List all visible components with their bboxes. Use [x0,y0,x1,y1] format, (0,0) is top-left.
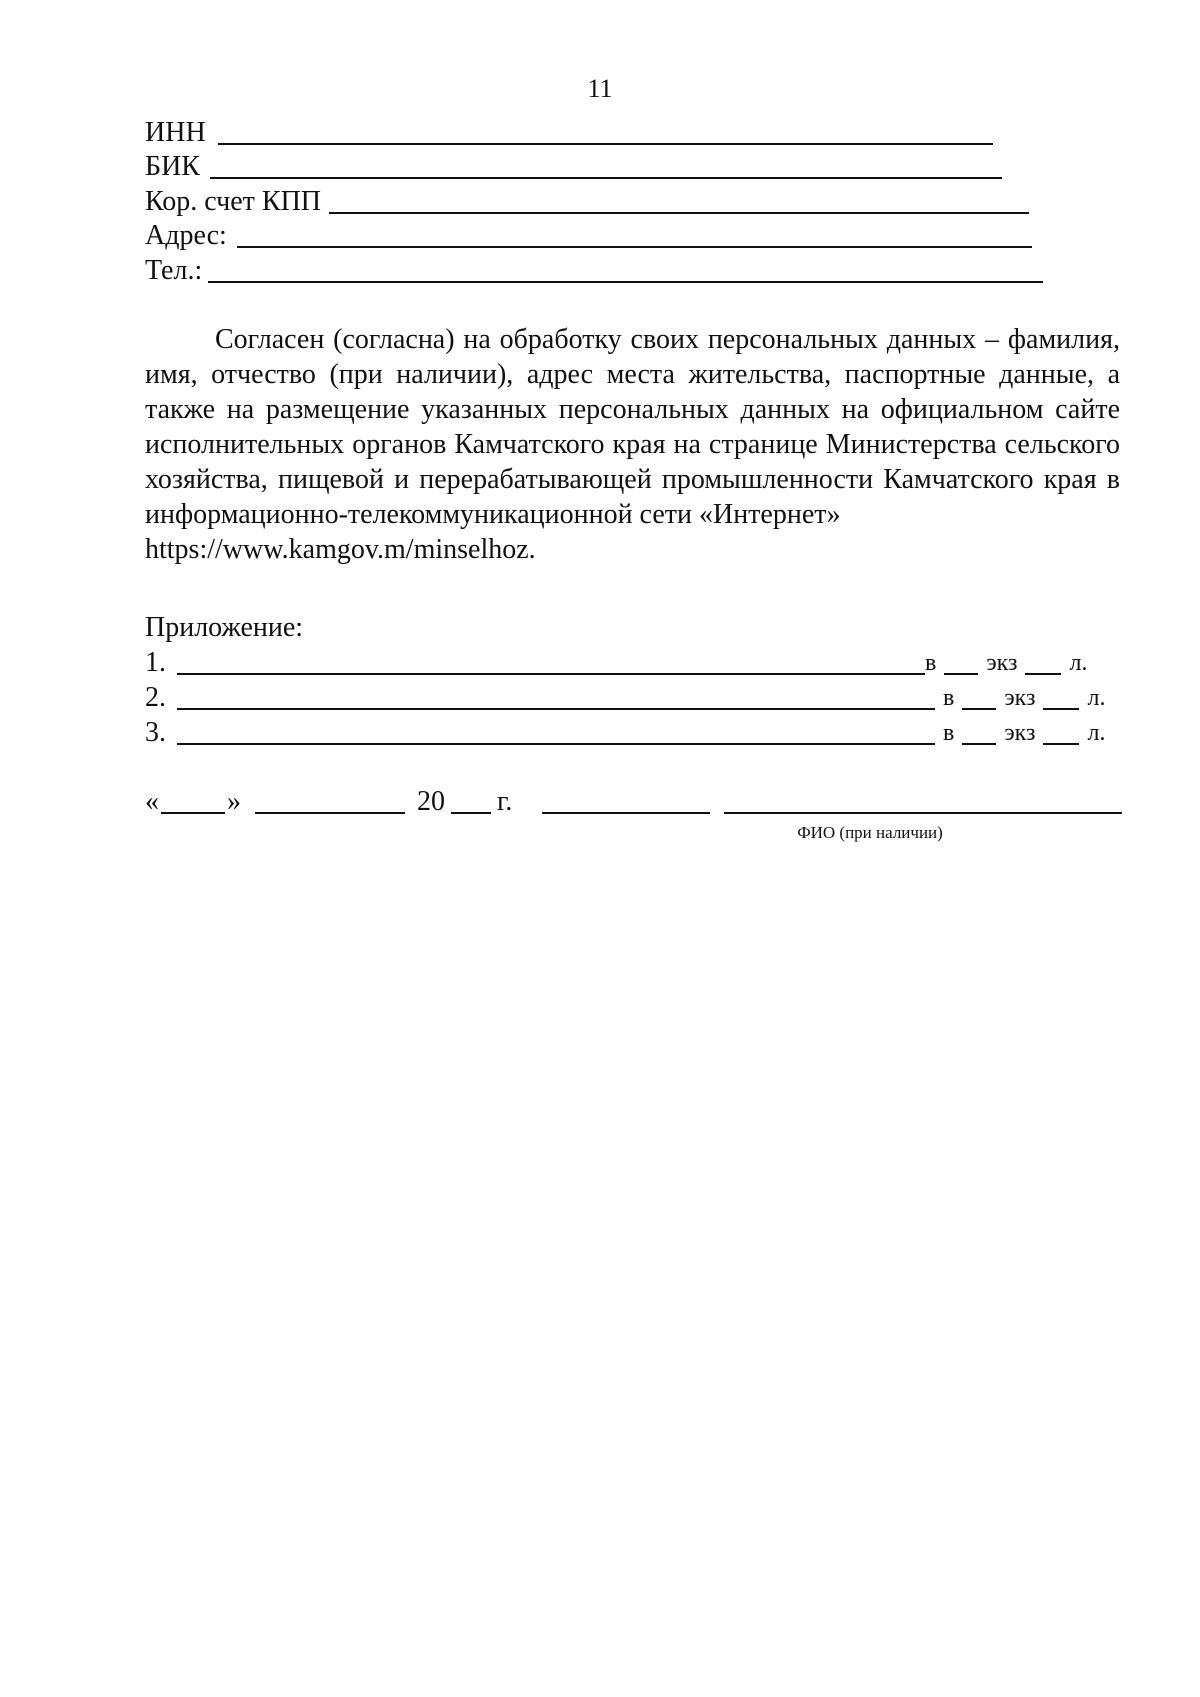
appendix-item [145,681,1125,715]
phone-field [145,254,1043,288]
day-line[interactable] [161,812,225,814]
appendix-item [145,716,1125,750]
appendix-item-copies-line[interactable] [962,743,996,745]
appendix-item-ekz-label: экз [1004,720,1036,746]
consent-text: Согласен (согласна) на обработку своих персональных данных – фамилия, имя, отчество (при наличии), адрес места жительства, паспортные данные, а также на размещение указанных персональных данных на официальном сайте исполнительных органов Камчатского края на странице Министерства сельского хозяйства, пищевой и перерабатывающей промышленности Камчатского края в информационно-телекоммуникационной сети «Интернет» [145,324,1120,530]
phone-label: Тел.: [145,255,203,286]
appendix-item-number: 2. [145,682,166,713]
signature-line[interactable] [542,812,710,814]
kor-schet-kpp-field [145,185,1029,219]
appendix-item-title-line[interactable] [177,708,935,710]
kor-schet-kpp-blank-line[interactable] [329,212,1029,214]
appendix-item [145,646,1125,680]
appendix-title: Приложение: [145,612,304,643]
month-line[interactable] [255,812,405,814]
fio-caption: ФИО (при наличии) [797,823,943,842]
appendix-item-title-line[interactable] [177,743,935,745]
bik-blank-line[interactable] [210,177,1002,179]
consent-url: https://www.kamgov.m/minselhoz. [145,534,536,565]
kor-schet-kpp-label: Кор. счет КПП [145,186,322,217]
appendix-item-l-label: л. [1087,685,1106,711]
appendix-item-ekz-label: экз [1004,685,1036,711]
appendix-item-v-label: в [925,650,937,676]
appendix-item-title-line[interactable] [177,673,925,675]
address-blank-line[interactable] [237,246,1032,248]
phone-blank-line[interactable] [208,281,1043,283]
fio-line[interactable] [724,812,1122,814]
bik-label: БИК [145,151,200,182]
address-field [145,219,1032,253]
appendix-item-l-label: л. [1087,720,1106,746]
date-signature-row [145,783,1125,819]
year-suffix: г. [497,786,513,817]
appendix-item-l-label: л. [1069,650,1088,676]
inn-blank-line[interactable] [218,143,993,145]
appendix-item-sheets-line[interactable] [1025,673,1061,675]
appendix-item-number: 1. [145,647,166,678]
appendix-item-v-label: в [943,685,955,711]
year-prefix: 20 [417,786,445,817]
appendix-item-number: 3. [145,717,166,748]
address-label: Адрес: [145,220,227,251]
inn-label: ИНН [145,117,206,148]
appendix-item-sheets-line[interactable] [1043,708,1079,710]
consent-paragraph [145,322,1120,567]
inn-field [145,116,993,150]
appendix-item-ekz-label: экз [986,650,1018,676]
appendix-item-v-label: в [943,720,955,746]
page-number: 11 [587,74,613,103]
bik-field [145,150,1002,184]
year-line[interactable] [451,812,491,814]
appendix-item-copies-line[interactable] [962,708,996,710]
open-quote: « [145,786,159,817]
close-quote: » [227,786,241,817]
appendix-item-sheets-line[interactable] [1043,743,1079,745]
appendix-item-copies-line[interactable] [944,673,978,675]
